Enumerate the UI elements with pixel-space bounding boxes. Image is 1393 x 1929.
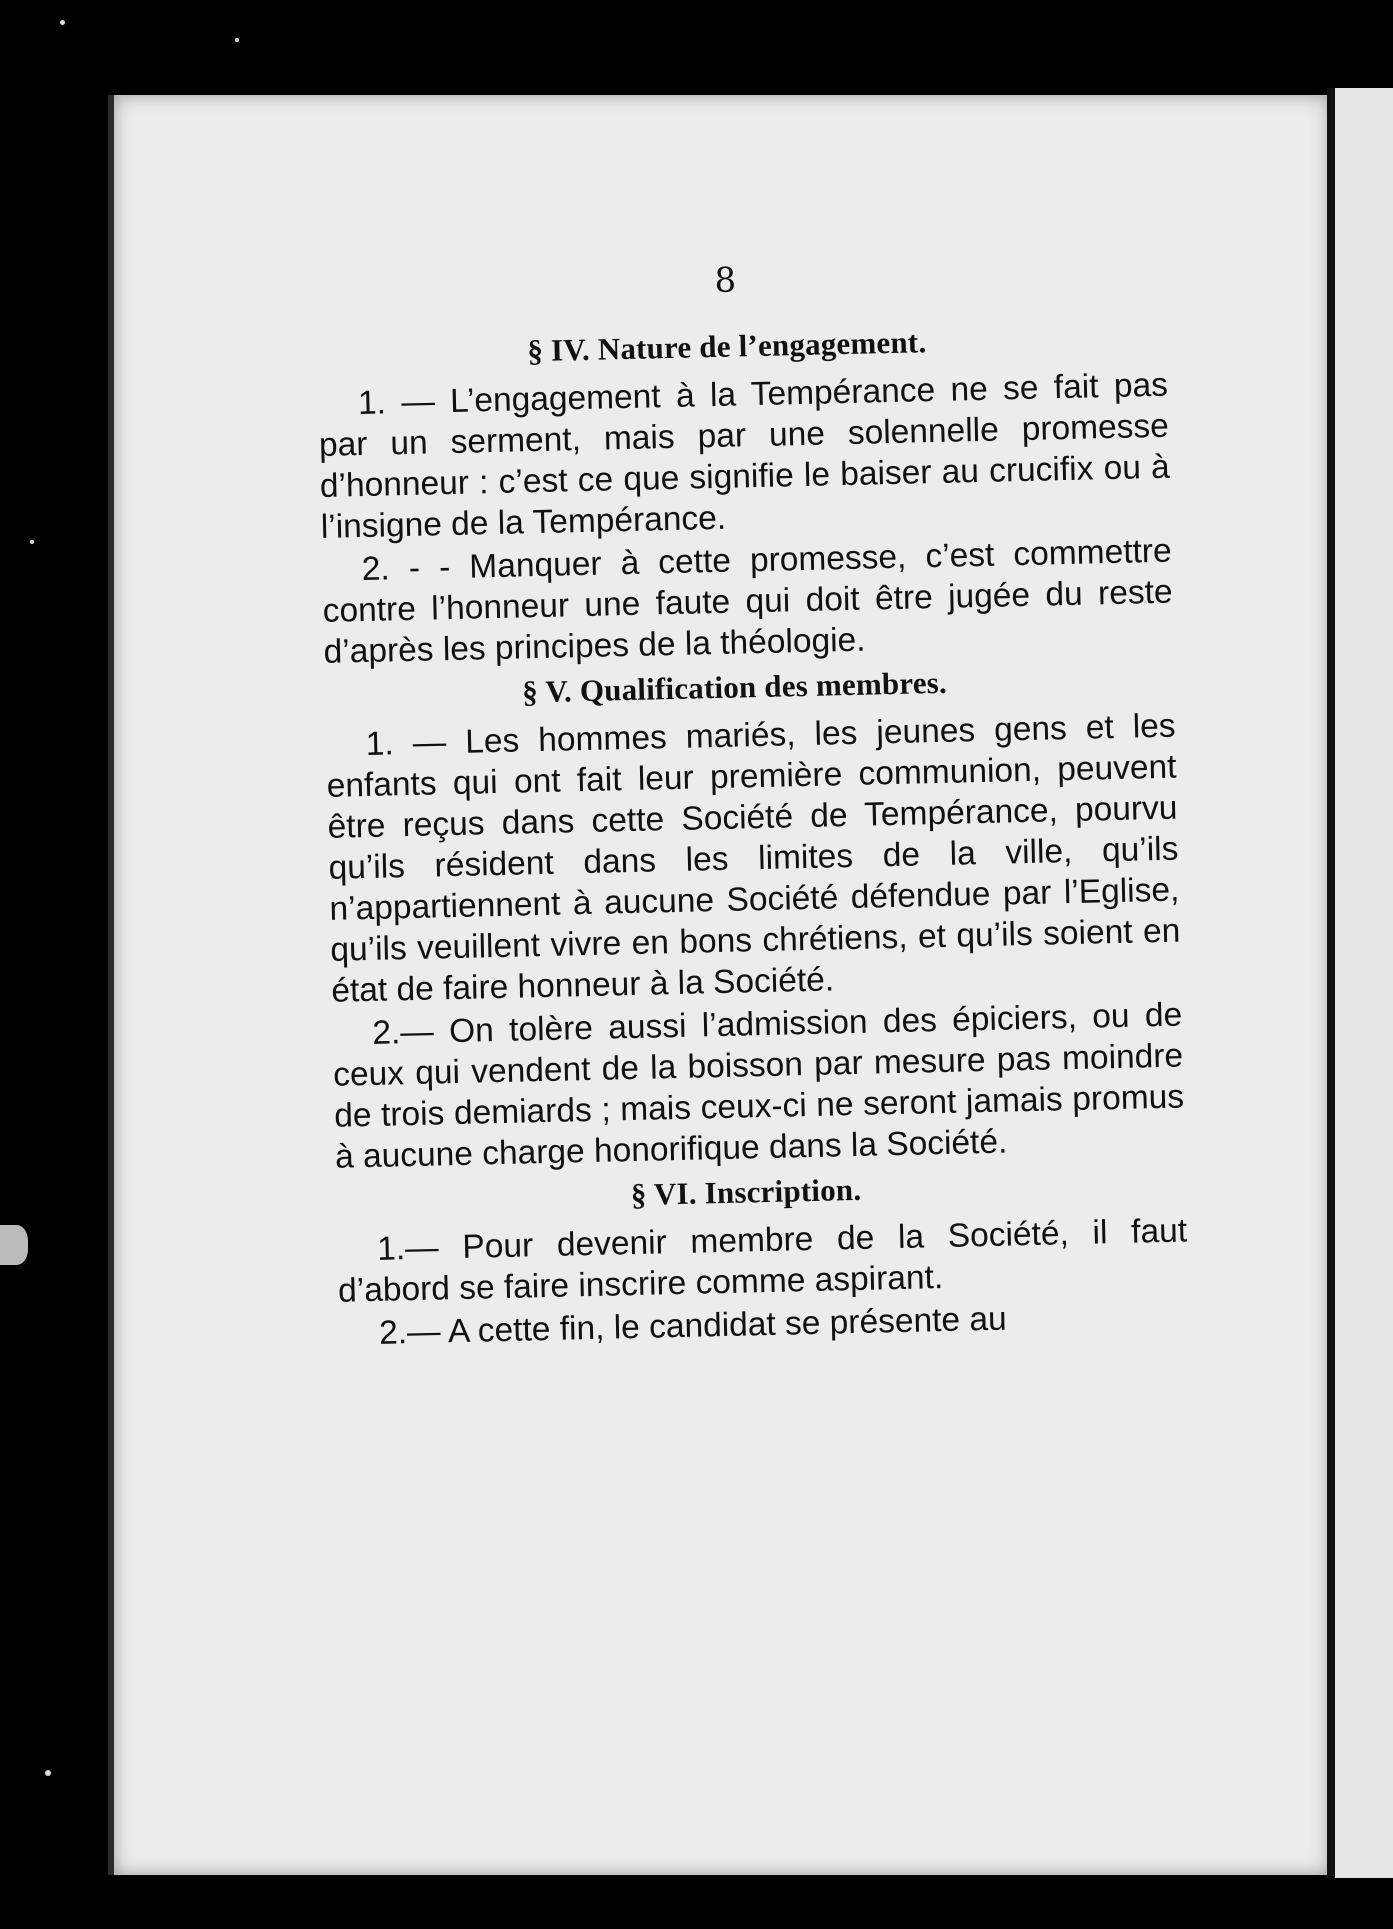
section-heading: § V. Qualification des membres. <box>521 664 948 710</box>
paragraph: 2.— A cette fin, le candidat se présente au <box>378 1300 1008 1352</box>
paragraph: 1. — L’engagement à la Tempérance ne se fait pas par un serment, mais par une solennelle promesse d’honneur : c’est ce que signifie le baiser au crucifix ou à l’insigne de la Tempérance. <box>318 366 1171 546</box>
scan-speck <box>60 20 65 25</box>
facing-page-edge <box>1327 88 1393 1878</box>
section-heading: § VI. Inscription. <box>630 1171 862 1213</box>
paragraph: 2.— On tolère aussi l’admission des épiciers, ou de ceux qui vendent de la boisson par mesure pas moindre de trois demiards ; mais ceux-ci ne seront jamais promus à aucune charge honorifique dans la Société. <box>332 996 1185 1176</box>
scan-speck <box>30 540 34 544</box>
scan-speck <box>235 38 239 42</box>
page-text <box>315 251 1189 1357</box>
paragraph: 1. — Les hommes mariés, les jeunes gens et les enfants qui ont fait leur première communion, peuvent être reçus dans cette Société de Tempérance, pourvu qu’ils résident dans les limites de la ville, qu’ils n’appartiennent à aucune Société défendue par l’Eglise, qu’ils veuillent vivre en bons chrétiens, et qu’ils soient en état de faire honneur à la Société. <box>326 707 1181 1010</box>
section-heading: § IV. Nature de l’engagement. <box>526 324 927 369</box>
scan-speck <box>45 1770 51 1776</box>
paragraph: 1.— Pour devenir membre de la Société, il faut d’abord se faire inscrire comme aspirant. <box>337 1212 1188 1310</box>
scan-speck <box>0 1225 28 1265</box>
page-number: 8 <box>714 260 737 301</box>
paragraph: 2. - - Manquer à cette promesse, c’est commettre contre l’honneur une faute qui doit être jugée du reste d’après les principes de la théologie. <box>322 532 1173 671</box>
